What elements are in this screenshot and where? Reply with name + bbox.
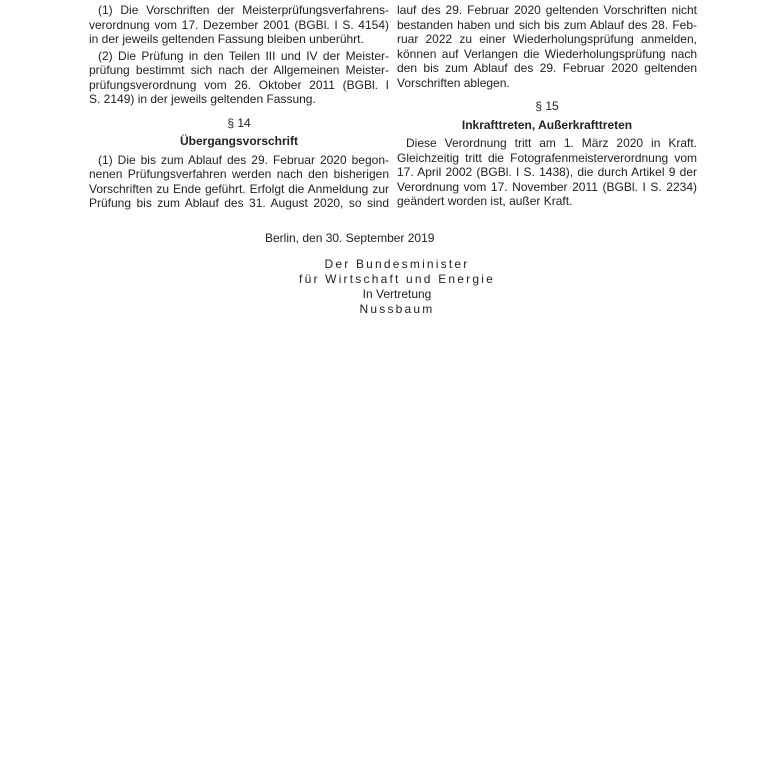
text-line: bestanden haben und sich bis zum Ablauf des 28. Feb- <box>397 17 697 32</box>
text-line: (1) Die Vorschriften der Meisterprüfungsverfahrens- <box>98 3 389 17</box>
text-line: prüfungsverordnung vom 26. Oktober 2011 (BGBl. I <box>89 77 389 92</box>
left-column <box>89 3 389 211</box>
text-line: Verordnung vom 17. November 2011 (BGBl. I S. 2234) <box>397 179 697 194</box>
right-column <box>397 3 697 211</box>
text-line: Diese Verordnung tritt am 1. März 2020 in Kraft. <box>406 136 697 150</box>
paragraph <box>397 136 697 209</box>
section-title: Übergangsvorschrift <box>179 134 299 148</box>
text-line: S. 2149) in der jeweils geltenden Fassung. <box>89 92 316 106</box>
section-number: § 15 <box>535 99 559 113</box>
text-line: können auf Verlangen die Wiederholungsprüfung nach <box>397 46 697 61</box>
text-line: geändert worden ist, außer Kraft. <box>397 194 573 208</box>
text-line: Vorschriften ablegen. <box>397 75 510 90</box>
text-line: in der jeweils geltenden Fassung bleiben unberührt. <box>89 32 364 46</box>
signature-line: für Wirtschaft und Energie <box>299 272 495 286</box>
text-line: Gleichzeitig tritt die Fotografenmeisterverordnung vom <box>397 150 697 165</box>
signature-line: Der Bundesminister <box>324 257 470 271</box>
text-line: (1) Die bis zum Ablauf des 29. Februar 2020 begon- <box>98 152 389 167</box>
document-page <box>89 3 697 317</box>
paragraph <box>397 3 697 90</box>
text-line: den bis zum Ablauf des 29. Februar 2020 geltenden <box>397 61 697 75</box>
text-line: prüfung bestimmt sich nach der Allgemeinen Meister- <box>89 63 389 77</box>
paragraph <box>89 153 389 211</box>
signature-line: Nussbaum <box>359 302 435 316</box>
text-line: ruar 2022 zu einer Wiederholungsprüfung anmelden, <box>397 32 697 46</box>
section-number: § 14 <box>227 115 251 130</box>
text-line: (2) Die Prüfung in den Teilen III und IV der Meister- <box>98 48 389 63</box>
text-line: Vorschriften zu Ende geführt. Erfolgt die Anmeldung zur <box>89 181 389 196</box>
signature-block <box>89 257 697 317</box>
paragraph <box>89 3 389 47</box>
paragraph <box>89 49 389 107</box>
place-date-line: Berlin, den 30. September 2019 <box>265 230 435 245</box>
text-line: Prüfung bis zum Ablauf des 31. August 2020, so sind <box>89 196 389 210</box>
text-line: lauf des 29. Februar 2020 geltenden Vorschriften nicht <box>397 3 697 17</box>
section-title: Inkrafttreten, Außerkrafttreten <box>461 117 633 132</box>
two-column-text-block <box>89 3 697 211</box>
text-line: verordnung vom 17. Dezember 2001 (BGBl. I S. 4154) <box>89 17 389 32</box>
text-line: nenen Prüfungsverfahren werden nach den bisherigen <box>89 167 389 181</box>
signature-line: In Vertretung <box>362 287 432 301</box>
text-line: 17. April 2002 (BGBl. I S. 1438), die durch Artikel 9 der <box>397 165 697 179</box>
